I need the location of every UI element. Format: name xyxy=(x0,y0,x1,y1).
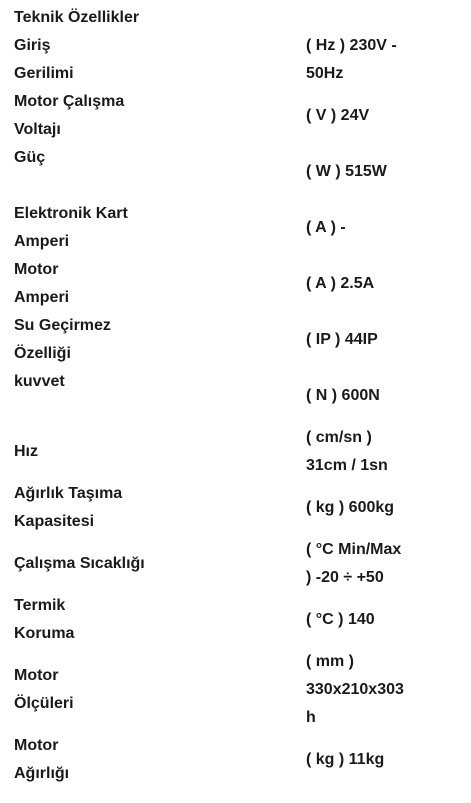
spec-label-board-current-line2: Amperi xyxy=(14,233,70,250)
spec-label-input-voltage-line1: Giriş xyxy=(14,37,51,54)
spec-value-operating-temp-line2: ) -20 ÷ +50 xyxy=(306,569,384,586)
spec-title: Teknik Özellikler xyxy=(14,9,140,26)
spec-label-thermal-protection-line1: Termik xyxy=(14,597,66,614)
spec-value-power: ( W ) 515W xyxy=(306,163,387,180)
spec-value-input-voltage-line1: ( Hz ) 230V - xyxy=(306,37,397,54)
spec-label-thermal-protection-line2: Koruma xyxy=(14,625,75,642)
spec-value-motor-dimensions-line2: 330x210x303 xyxy=(306,681,404,698)
spec-value-speed-line2: 31cm / 1sn xyxy=(306,457,388,474)
spec-label-waterproof-line1: Su Geçirmez xyxy=(14,317,111,334)
spec-value-force: ( N ) 600N xyxy=(306,387,380,404)
spec-label-motor-voltage-line1: Motor Çalışma xyxy=(14,93,125,110)
spec-value-motor-dimensions-line3: h xyxy=(306,709,316,726)
spec-label-input-voltage-line2: Gerilimi xyxy=(14,65,74,82)
spec-label-motor-weight-line2: Ağırlığı xyxy=(14,765,70,782)
spec-label-motor-weight-line1: Motor xyxy=(14,737,59,754)
spec-label-motor-dimensions-line2: Ölçüleri xyxy=(14,695,74,712)
spec-value-thermal-protection: ( °C ) 140 xyxy=(306,611,375,628)
spec-label-motor-current-line2: Amperi xyxy=(14,289,70,306)
spec-value-input-voltage-line2: 50Hz xyxy=(306,65,344,82)
spec-value-waterproof: ( IP ) 44IP xyxy=(306,331,378,348)
spec-label-operating-temp: Çalışma Sıcaklığı xyxy=(14,555,145,572)
spec-value-motor-current: ( A ) 2.5A xyxy=(306,275,375,292)
spec-label-force: kuvvet xyxy=(14,373,65,390)
spec-label-motor-dimensions-line1: Motor xyxy=(14,667,59,684)
spec-label-waterproof-line2: Özelliği xyxy=(14,345,71,362)
spec-value-operating-temp-line1: ( °C Min/Max xyxy=(306,541,402,558)
spec-label-load-capacity-line2: Kapasitesi xyxy=(14,513,95,530)
spec-value-motor-voltage: ( V ) 24V xyxy=(306,107,370,124)
spec-label-motor-current-line1: Motor xyxy=(14,261,59,278)
spec-label-motor-voltage-line2: Voltajı xyxy=(14,121,61,138)
spec-value-motor-weight: ( kg ) 11kg xyxy=(306,751,385,768)
spec-value-load-capacity: ( kg ) 600kg xyxy=(306,499,395,516)
spec-label-power: Güç xyxy=(14,149,46,166)
spec-label-speed: Hız xyxy=(14,443,38,460)
spec-value-speed-line1: ( cm/sn ) xyxy=(306,429,372,446)
spec-value-motor-dimensions-line1: ( mm ) xyxy=(306,653,354,670)
spec-value-board-current: ( A ) - xyxy=(306,219,346,236)
spec-label-load-capacity-line1: Ağırlık Taşıma xyxy=(14,485,123,502)
spec-label-board-current-line1: Elektronik Kart xyxy=(14,205,128,222)
